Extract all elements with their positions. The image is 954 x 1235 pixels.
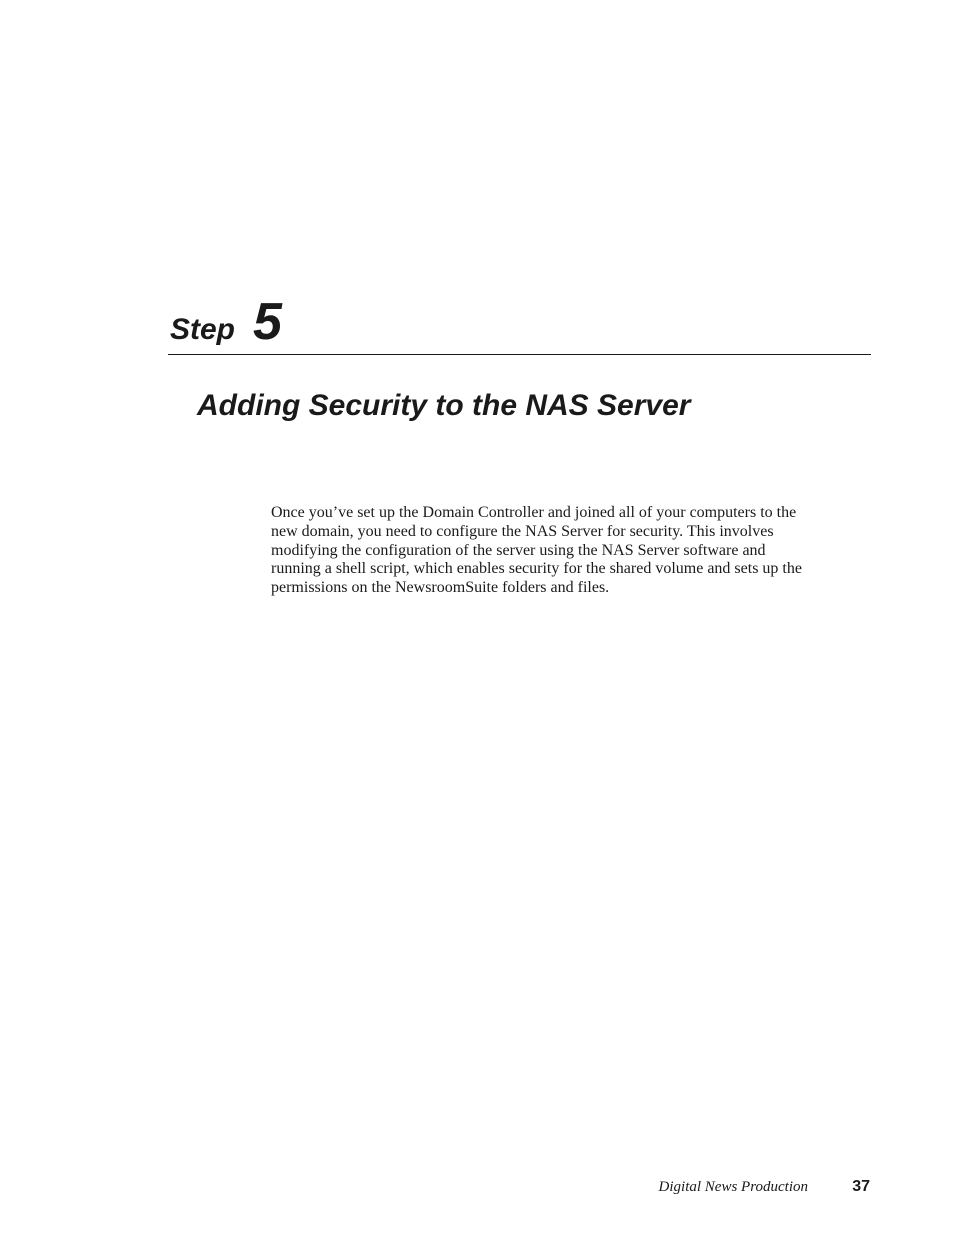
chapter-title: Adding Security to the NAS Server [197,389,691,422]
step-number: 5 [253,293,282,351]
footer-document-title: Digital News Production [658,1179,808,1195]
step-label: Step [170,313,236,346]
heading-divider [168,354,871,355]
step-heading [170,292,282,352]
footer-page-number: 37 [852,1178,870,1195]
intro-paragraph: Once you’ve set up the Domain Controller and joined all of your computers to the new domain, you need to configure the NAS Server for security. This involves modifying the configuration of the server using the NAS Server software and running a shell script, which enables security for the shared volume and sets up the permissions on the NewsroomSuite folders and files. [271,504,802,597]
